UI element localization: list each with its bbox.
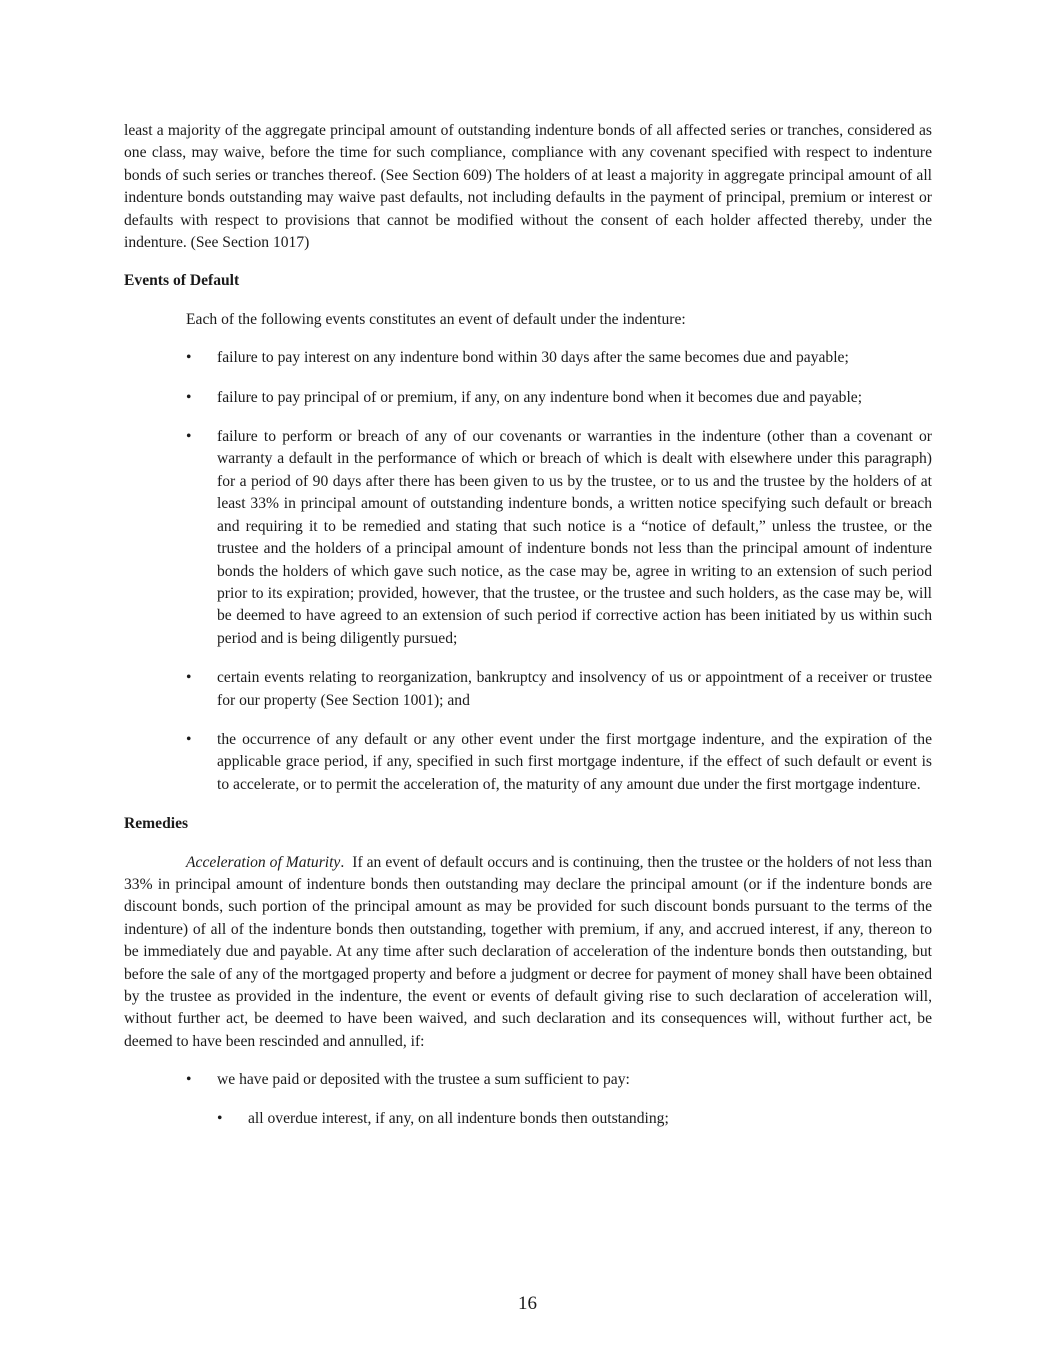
list-item [124, 347, 932, 369]
bullet-marker: • [186, 730, 192, 748]
page-number: 16 [518, 1293, 537, 1314]
bullet-marker: • [186, 1071, 192, 1089]
list-item-text: failure to pay principal of or premium, if any, on any indenture bond when it becomes due and payable; [217, 388, 863, 406]
bullet-marker: • [217, 1109, 223, 1127]
list-item [217, 1108, 932, 1130]
list-item-text: failure to pay interest on any indenture bond within 30 days after the same becomes due and payable; [217, 349, 849, 367]
events-of-default-list [124, 347, 932, 796]
list-item [124, 387, 932, 409]
bullet-marker: • [186, 428, 192, 446]
list-item-text: certain events relating to reorganization, bankruptcy and insolvency of us or appointment of a receiver or trustee for our property (See Section 1001); and [217, 669, 932, 709]
list-item [124, 729, 932, 796]
remedies-sub-list [217, 1108, 932, 1130]
list-item-text: all overdue interest, if any, on all indenture bonds then outstanding; [248, 1109, 669, 1127]
list-item-text: we have paid or deposited with the trustee a sum sufficient to pay: [217, 1071, 630, 1089]
bullet-marker: • [186, 669, 192, 687]
list-item [124, 667, 932, 712]
remedies-heading: Remedies [124, 815, 189, 833]
events-lead-paragraph: Each of the following events constitutes an event of default under the indenture: [186, 310, 686, 328]
acceleration-title-punct: . [340, 853, 345, 871]
list-item-text: failure to perform or breach of any of our covenants or warranties in the indenture (other than a covenant or warranty a default in the performance of which or breach of which is dealt with elsewhere under this paragraph) for a period of 90 days after there has been given to us by the trustee, or to us and the trustee by the holders of at least 33% in principal amount of outstanding indenture bonds, a written notice specifying such default or breach and requiring it to be remedied and stating that such notice is a “notice of default,” unless the trustee, or the trustee and the holders of a principal amount of indenture bonds not less than the principal amount of indenture bonds the holders of which gave such notice, as the case may be, agree in writing to an extension of such period prior to its expiration; provided, however, that the trustee, or the trustee and such holders, as the case may be, will be deemed to have agreed to an extension of such period if corrective action has been initiated by us within such period and is being diligently pursued; [217, 428, 932, 647]
bullet-marker: • [186, 349, 192, 367]
list-item [124, 1069, 932, 1130]
acceleration-paragraph [124, 852, 936, 1054]
remedies-list [124, 1069, 932, 1130]
intro-paragraph: least a majority of the aggregate principal amount of outstanding indenture bonds of all affected series or tranches, considered as one class, may waive, before the time for such compliance, compliance with any covenant specified with respect to indenture bonds of such series or tranches thereof. (See Section 609) The holders of at least a majority in aggregate principal amount of all indenture bonds outstanding may waive past defaults, not including defaults in the payment of principal, premium or interest or defaults with respect to provisions that cannot be modified without the consent of each holder affected thereby, under the indenture. (See Section 1017) [124, 122, 932, 252]
acceleration-text: If an event of default occurs and is continuing, then the trustee or the holders of not less than 33% in principal amount of indenture bonds then outstanding may declare the principal amount (or if the indenture bonds are discount bonds, such portion of the principal amount as may be provided for such discount bonds pursuant to the terms of the indenture) of all of the indenture bonds then outstanding, together with premium, if any, and accrued interest, if any, thereon to be immediately due and payable. At any time after such declaration of acceleration of the indenture bonds then outstanding, but before the sale of any of the mortgaged property and before a judgment or decree for payment of money shall have been obtained by the trustee as provided in the indenture, the event or events of default giving rise to such declaration of acceleration will, without further act, be deemed to have been waived, and such declaration and its consequences will, without further act, be deemed to have been rescinded and annulled, if: [124, 853, 936, 1050]
events-of-default-heading: Events of Default [124, 272, 240, 290]
list-item [124, 426, 932, 650]
list-item-text: the occurrence of any default or any other event under the first mortgage indenture, and the expiration of the applicable grace period, if any, specified in such first mortgage indenture, if the effect of such default or event is to accelerate, or to permit the acceleration of, the maturity of any amount due under the first mortgage indenture. [217, 730, 932, 793]
bullet-marker: • [186, 388, 192, 406]
acceleration-title: Acceleration of Maturity [186, 853, 341, 871]
page-content [124, 120, 936, 1147]
